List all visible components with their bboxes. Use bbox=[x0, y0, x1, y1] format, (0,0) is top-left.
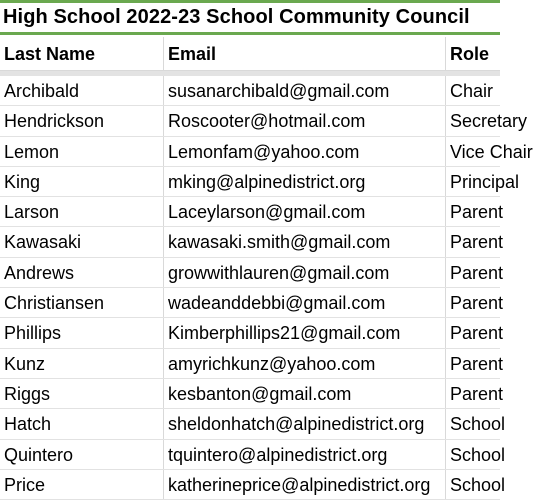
cell-last-name[interactable]: Price bbox=[0, 470, 164, 499]
cell-role[interactable]: Vice Chair bbox=[450, 141, 533, 162]
table-row bbox=[0, 349, 504, 379]
cell-role[interactable]: Secretary bbox=[450, 111, 528, 132]
cell-role[interactable]: Parent bbox=[450, 293, 504, 314]
cell-role[interactable]: Parent bbox=[450, 202, 504, 223]
cell-last-name[interactable]: Kunz bbox=[0, 349, 164, 378]
cell-last-name[interactable]: Christiansen bbox=[0, 288, 164, 317]
table-row bbox=[0, 288, 504, 318]
table-row bbox=[0, 227, 504, 257]
table-row bbox=[0, 409, 506, 439]
cell-role[interactable]: Parent bbox=[450, 262, 504, 283]
table-row bbox=[0, 76, 500, 106]
table-row bbox=[0, 106, 528, 136]
cell-email[interactable]: Roscooter@hotmail.com bbox=[164, 106, 446, 135]
cell-role[interactable]: School bbox=[450, 474, 506, 495]
cell-role[interactable]: Principal bbox=[450, 171, 520, 192]
cell-last-name[interactable]: Hendrickson bbox=[0, 106, 164, 135]
cell-role[interactable]: School bbox=[450, 414, 506, 435]
cell-last-name[interactable]: Hatch bbox=[0, 409, 164, 438]
cell-email[interactable]: mking@alpinedistrict.org bbox=[164, 167, 446, 196]
cell-role[interactable]: Parent bbox=[450, 232, 504, 253]
cell-role[interactable]: Parent bbox=[450, 383, 504, 404]
cell-last-name[interactable]: Archibald bbox=[0, 76, 164, 105]
cell-last-name[interactable]: Lemon bbox=[0, 137, 164, 166]
cell-email[interactable]: sheldonhatch@alpinedistrict.org bbox=[164, 409, 446, 438]
cell-last-name[interactable]: Andrews bbox=[0, 258, 164, 287]
column-header-email[interactable]: Email bbox=[164, 37, 446, 70]
cell-last-name[interactable]: Kawasaki bbox=[0, 227, 164, 256]
cell-role[interactable]: School bbox=[450, 444, 506, 465]
cell-last-name[interactable]: Quintero bbox=[0, 440, 164, 469]
table-row bbox=[0, 258, 504, 288]
table-row bbox=[0, 197, 504, 227]
cell-email[interactable]: growwithlauren@gmail.com bbox=[164, 258, 446, 287]
cell-email[interactable]: amyrichkunz@yahoo.com bbox=[164, 349, 446, 378]
cell-email[interactable]: tquintero@alpinedistrict.org bbox=[164, 440, 446, 469]
cell-email[interactable]: kawasaki.smith@gmail.com bbox=[164, 227, 446, 256]
column-header-role[interactable]: Role bbox=[450, 44, 490, 64]
cell-role[interactable]: Parent bbox=[450, 323, 504, 344]
cell-last-name[interactable]: Larson bbox=[0, 197, 164, 226]
sheet-title: High School 2022-23 School Community Council bbox=[3, 6, 470, 28]
table-row bbox=[0, 379, 504, 409]
table-row bbox=[0, 470, 506, 500]
table-body bbox=[0, 76, 533, 500]
cell-last-name[interactable]: Riggs bbox=[0, 379, 164, 408]
table-row bbox=[0, 440, 506, 470]
table-row bbox=[0, 318, 504, 348]
cell-email[interactable]: katherineprice@alpinedistrict.org bbox=[164, 470, 446, 499]
cell-email[interactable]: susanarchibald@gmail.com bbox=[164, 76, 446, 105]
cell-email[interactable]: Laceylarson@gmail.com bbox=[164, 197, 446, 226]
table-row bbox=[0, 167, 520, 197]
cell-email[interactable]: Kimberphillips21@gmail.com bbox=[164, 318, 446, 347]
cell-role[interactable]: Chair bbox=[450, 81, 494, 101]
cell-email[interactable]: kesbanton@gmail.com bbox=[164, 379, 446, 408]
column-header-last-name[interactable]: Last Name bbox=[0, 37, 164, 70]
table-row bbox=[0, 137, 533, 167]
cell-email[interactable]: wadeanddebbi@gmail.com bbox=[164, 288, 446, 317]
cell-last-name[interactable]: King bbox=[0, 167, 164, 196]
title-row[interactable] bbox=[0, 0, 500, 35]
cell-email[interactable]: Lemonfam@yahoo.com bbox=[164, 137, 446, 166]
cell-last-name[interactable]: Phillips bbox=[0, 318, 164, 347]
header-row bbox=[0, 37, 500, 71]
cell-role[interactable]: Parent bbox=[450, 353, 504, 374]
